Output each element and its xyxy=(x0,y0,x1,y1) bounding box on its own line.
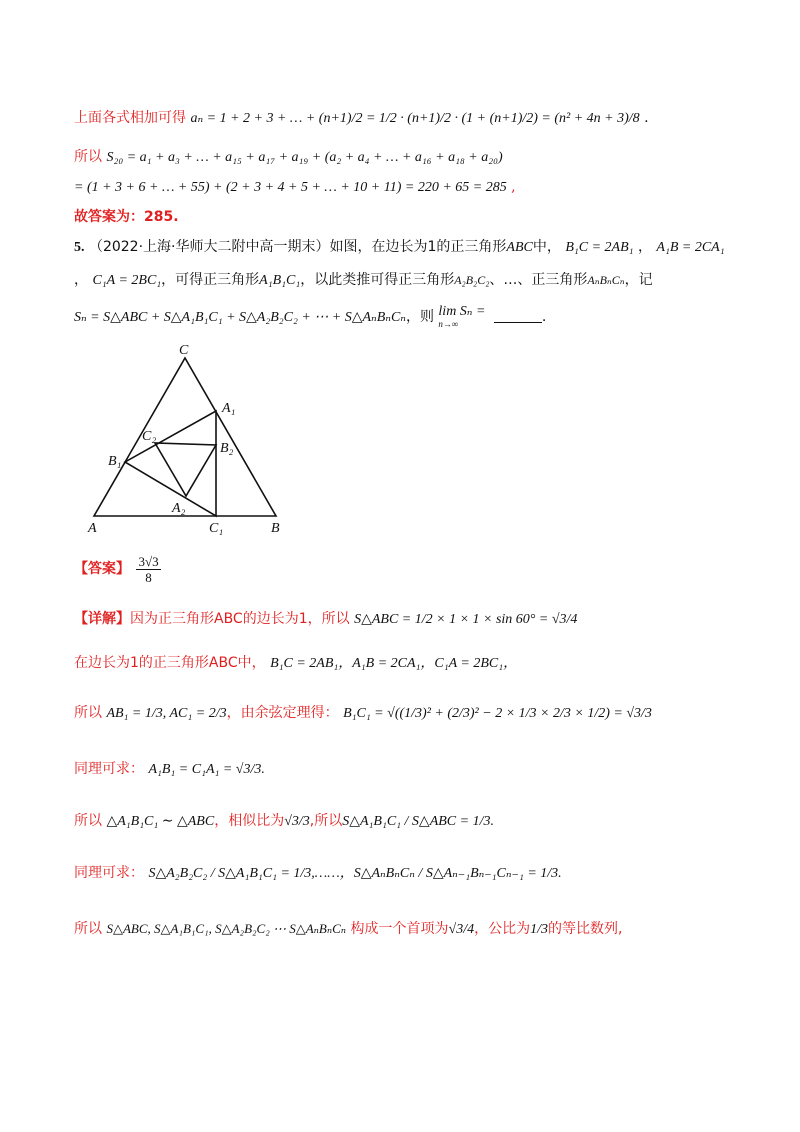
answer-blank xyxy=(494,322,542,323)
s20-line xyxy=(74,146,503,169)
limit-subscript: n→∞ xyxy=(438,319,459,329)
answer-line xyxy=(74,552,163,586)
sum-derivation-prefix: 上面各式相加可得 xyxy=(74,110,186,126)
question-5-row-3 xyxy=(74,305,546,329)
sum-derivation-tail: . xyxy=(644,110,649,126)
detail-7-first-term: √3/4 xyxy=(448,922,475,937)
detail-6-text: 同理可求： xyxy=(74,865,144,881)
triangle-abc: ABC xyxy=(506,240,533,255)
question-text-4: 、…、正三角形 xyxy=(489,272,588,288)
detail-3-text: 所以 xyxy=(74,705,102,721)
question-source: （2022·上海·华师大二附中高一期末） xyxy=(88,239,330,255)
limit-expression xyxy=(438,305,485,329)
label-a2: A₂ xyxy=(172,501,186,516)
question-text-1: 如图，在边长为1的正三角形 xyxy=(329,239,507,255)
detail-line-5 xyxy=(74,810,494,833)
label-c: C xyxy=(179,343,189,358)
detail-7-text: 所以 xyxy=(74,921,102,937)
detail-3-formula-2: B₁C₁ = √((1/3)² + (2/3)² − 2 × 1/3 × 2/3 × 1/2) = √3/3 xyxy=(343,706,652,721)
nested-triangles-figure xyxy=(80,338,300,538)
detail-line-3 xyxy=(74,702,652,725)
question-5-row-1: 5. （2022·上海·华师大二附中高一期末）如图，在边长为1的正三角形ABC中， B₁C = 2AB₁ ， A₁B = 2CA₁ xyxy=(74,239,725,255)
detail-5-ratio: √3/3 xyxy=(284,814,310,829)
label-a1: A₁ xyxy=(222,401,236,416)
detail-1-formula: S△ABC = 1/2 × 1 × 1 × sin 60° = √3/4 xyxy=(354,612,578,627)
detail-5-text: 所以 xyxy=(74,813,102,829)
s20-evaluation-formula: = (1 + 3 + 6 + … + 55) + (2 + 3 + 4 + 5 + … + 10 + 11) = 220 + 65 = 285 xyxy=(74,180,507,195)
answer-tag: 【答案】 xyxy=(74,561,130,577)
label-a: A xyxy=(88,521,97,536)
answer-numerator: 3√3 xyxy=(138,553,159,569)
detail-5-formula-2: S△A₁B₁C₁ / S△ABC = 1/3. xyxy=(342,814,494,829)
detail-line-2 xyxy=(74,652,517,675)
triangle-a2b2c2: A₂B₂C₂ xyxy=(454,273,490,287)
detail-4-text: 同理可求： xyxy=(74,761,144,777)
detail-1-text: 因为正三角形ABC的边长为1，所以 xyxy=(130,611,350,627)
question-number: 5. xyxy=(74,240,85,255)
detail-line-7 xyxy=(74,918,622,941)
s20-evaluation-line xyxy=(74,176,516,199)
s20-evaluation-tail: , xyxy=(511,179,516,195)
detail-line-4 xyxy=(74,758,265,781)
sum-derivation-line xyxy=(74,107,649,130)
vector-eq-3: C₁A = 2BC₁ xyxy=(92,273,162,288)
question-end: . xyxy=(541,309,547,325)
answer-fraction xyxy=(136,554,160,585)
detail-5-text-2: ，相似比为 xyxy=(214,813,285,829)
question-text-2: ，可得正三角形 xyxy=(161,272,260,288)
question-text-5: ，记 xyxy=(624,272,653,288)
triangle-abc-shape xyxy=(94,358,276,516)
detail-6-formula: S△A₂B₂C₂ / S△A₁B₁C₁ = 1/3,……，S△AₙBₙCₙ / S△Aₙ₋₁Bₙ₋₁Cₙ₋₁ = 1/3. xyxy=(148,866,562,881)
detail-2-formula: B₁C = 2AB₁，A₁B = 2CA₁，C₁A = 2BC₁， xyxy=(270,656,518,671)
detail-4-formula: A₁B₁ = C₁A₁ = √3/3. xyxy=(148,762,265,777)
label-c1: C₁ xyxy=(209,521,224,536)
s20-prefix: 所以 xyxy=(74,149,102,165)
triangle-a1b1c1: A₁B₁C₁ xyxy=(259,273,301,288)
detail-tag: 【详解】 xyxy=(74,611,130,627)
vector-eq-2: A₁B = 2CA₁ xyxy=(656,240,725,255)
question-5-row-2 xyxy=(74,269,653,292)
detail-7-text-4: 的等比数列, xyxy=(548,921,623,937)
label-b2: B₂ xyxy=(220,441,234,456)
triangle-a2b2c2-shape xyxy=(155,443,216,496)
s20-formula: S₂₀ = a₁ + a₃ + … + a₁₅ + a₁₇ + a₁₉ + (a₂ + a₄ + … + a₁₆ + a₁₈ + a₂₀) xyxy=(106,150,503,165)
answer-denominator: 8 xyxy=(145,569,152,585)
detail-7-formula: S△ABC, S△A₁B₁C₁, S△A₂B₂C₂ ⋯ S△AₙBₙCₙ xyxy=(106,921,347,936)
detail-line-6 xyxy=(74,862,562,885)
detail-7-text-2: 构成一个首项为 xyxy=(350,921,449,937)
question-text-1b: 中， xyxy=(532,239,561,255)
previous-answer: 故答案为：285. xyxy=(74,209,179,225)
sn-definition: Sₙ = S△ABC + S△A₁B₁C₁ + S△A₂B₂C₂ + ⋯ + S△AₙBₙCₙ xyxy=(74,310,406,325)
question-text-3: ，以此类推可得正三角形 xyxy=(300,272,455,288)
detail-5-text-3: ,所以 xyxy=(309,813,343,829)
detail-3-formula-1: AB₁ = 1/3, AC₁ = 2/3 xyxy=(106,706,227,721)
detail-7-ratio: 1/3 xyxy=(530,922,548,937)
triangle-a1b1c1-shape xyxy=(125,411,216,516)
row-2-lead: ， xyxy=(74,272,88,288)
detail-line-1 xyxy=(74,608,577,631)
limit-text: lim Sₙ = xyxy=(438,304,486,319)
detail-2-text: 在边长为1的正三角形ABC中， xyxy=(74,655,266,671)
detail-3-text-2: ，由余弦定理得： xyxy=(226,705,339,721)
triangle-anbncn: AₙBₙCₙ xyxy=(587,273,625,287)
question-text-6: ，则 xyxy=(405,309,434,325)
vector-eq-1: B₁C = 2AB₁ xyxy=(565,240,634,255)
label-b: B xyxy=(271,521,280,536)
sum-derivation-formula: aₙ = 1 + 2 + 3 + … + (n+1)/2 = 1/2 · (n+1)/2 · (1 + (n+1)/2) = (n² + 4n + 3)/8 xyxy=(190,111,640,126)
label-b1: B₁ xyxy=(108,454,122,469)
detail-5-formula: △A₁B₁C₁ ∼ △ABC xyxy=(106,814,215,829)
detail-7-text-3: ，公比为 xyxy=(474,921,531,937)
label-c2: C₂ xyxy=(142,429,157,444)
